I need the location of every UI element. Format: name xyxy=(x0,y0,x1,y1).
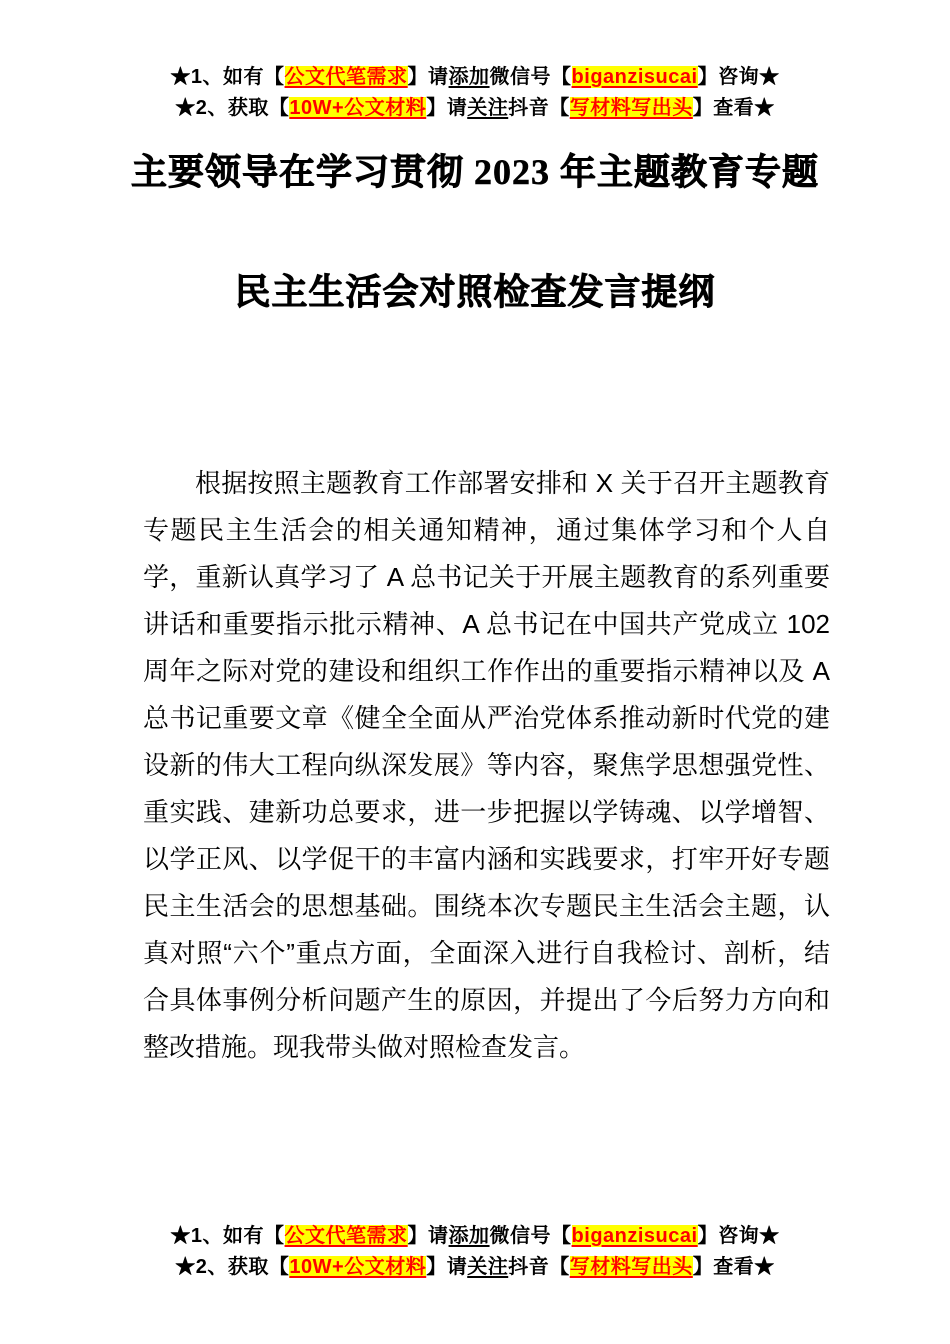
promo-top-line-1 xyxy=(0,62,950,93)
promo-text-segment: 】查看★ xyxy=(692,97,775,119)
promo-highlight-term: 写材料写出头 xyxy=(569,97,693,119)
title-text: 主要领导在学习贯彻 xyxy=(130,151,464,192)
document-title-line-1 xyxy=(0,150,950,194)
body-paragraph: 根据按照主题教育工作部署安排和 X 关于召开主题教育专题民主生活会的相关通知精神，通过集体学习和个人自学，重新认真学习了 A 总书记关于开展主题教育的系列重要讲话和重要指示批示精神、A 总书记在中国共产党成立 102 周年之际对党的建设和组织工作作出的重要指示精神以及 A 总书记重要文章《健全全面从严治党体系推动新时代党的建设新的伟大工程向纵深发展》等内容，聚焦学思想强党性、重实践、建新功总要求，进一步把握以学铸魂、以学增智、以学正风、以学促干的丰富内涵和实践要求，打牢开好专题民主生活会的思想基础。围绕本次专题民主生活会主题，认真对照“六个”重点方面，全面深入进行自我检讨、剖析，结合具体事例分析问题产生的原因，并提出了今后努力方向和整改措施。现我带头做对照检查发言。 xyxy=(143,468,830,1062)
promo-underlined-word: 添加 xyxy=(448,1225,490,1247)
document-title-line-2: 民主生活会对照检查发言提纲 xyxy=(234,271,716,312)
promo-highlight-term: 公文代笔需求 xyxy=(284,1225,408,1247)
promo-underlined-word: 关注 xyxy=(467,97,509,119)
promo-bottom-line-1 xyxy=(0,1221,950,1252)
promo-text-segment: 微信号【 xyxy=(489,66,572,88)
promo-underlined-word: 关注 xyxy=(467,1256,509,1278)
promo-text-segment: 】请 xyxy=(407,1225,449,1247)
promo-text-segment: 抖音【 xyxy=(508,1256,570,1278)
promo-banner-bottom xyxy=(0,1221,950,1283)
promo-text-segment: 抖音【 xyxy=(508,97,570,119)
promo-highlight-term: 10W+公文材料 xyxy=(289,97,427,119)
promo-bottom-line-2 xyxy=(0,1252,950,1283)
promo-text-segment: ★2、获取【 xyxy=(175,97,290,119)
promo-text-segment: 】咨询★ xyxy=(697,66,780,88)
promo-highlight-term: 写材料写出头 xyxy=(569,1256,693,1278)
promo-banner-top xyxy=(0,62,950,124)
promo-text-segment: 】请 xyxy=(426,97,468,119)
promo-highlight-term: biganzisucai xyxy=(571,1225,698,1247)
title-year-number: 2023 xyxy=(474,152,550,192)
title-text: 年主题教育专题 xyxy=(560,151,820,192)
promo-text-segment: 】查看★ xyxy=(692,1256,775,1278)
promo-text-segment: 】请 xyxy=(407,66,449,88)
promo-text-segment: 微信号【 xyxy=(489,1225,572,1247)
promo-highlight-term: 10W+公文材料 xyxy=(289,1256,427,1278)
promo-text-segment: 】请 xyxy=(426,1256,468,1278)
promo-text-segment: ★2、获取【 xyxy=(175,1256,290,1278)
promo-underlined-word: 添加 xyxy=(448,66,490,88)
promo-top-line-2 xyxy=(0,93,950,124)
promo-highlight-term: 公文代笔需求 xyxy=(284,66,408,88)
promo-text-segment: 】咨询★ xyxy=(697,1225,780,1247)
promo-text-segment: ★1、如有【 xyxy=(170,1225,285,1247)
promo-highlight-term: biganzisucai xyxy=(571,66,698,88)
promo-text-segment: ★1、如有【 xyxy=(170,66,285,88)
